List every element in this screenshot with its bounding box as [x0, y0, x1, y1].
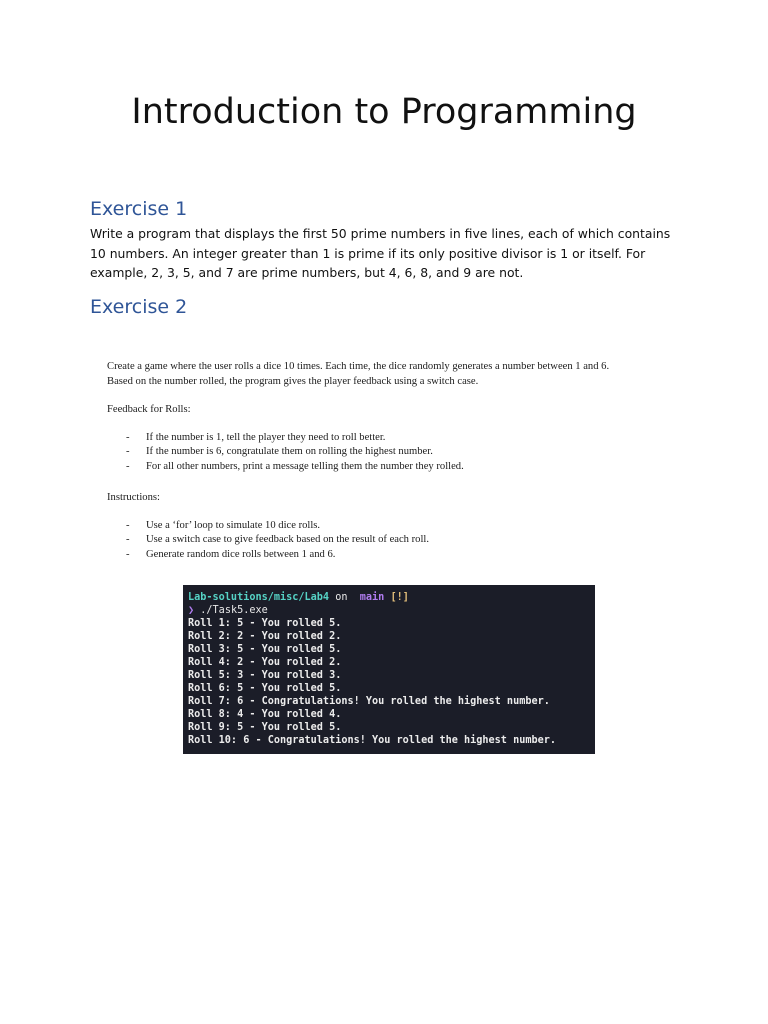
terminal-output-line: Roll 7: 6 - Congratulations! You rolled the highest number.	[188, 696, 550, 707]
list-item	[107, 548, 682, 563]
terminal-screenshot	[183, 585, 595, 754]
exercise-2-embedded-image	[107, 360, 682, 562]
terminal-on-text: on	[335, 592, 348, 603]
terminal-output-line: Roll 10: 6 - Congratulations! You rolled the highest number.	[188, 735, 557, 746]
terminal-output-line: Roll 5: 3 - You rolled 3.	[188, 670, 342, 681]
prompt-arrow-icon: ❯	[188, 605, 195, 616]
instruction-item-text: Use a ‘for’ loop to simulate 10 dice rolls.	[146, 519, 321, 531]
terminal-path: Lab-solutions/misc/Lab4	[188, 592, 330, 603]
bullet-marker: -	[126, 548, 130, 560]
terminal-command: ./Task5.exe	[200, 605, 268, 616]
feedback-item-text: If the number is 6, congratulate them on rolling the highest number.	[146, 446, 433, 457]
terminal-output-line: Roll 6: 5 - You rolled 5.	[188, 683, 342, 694]
bullet-marker: -	[126, 534, 130, 545]
terminal-output-line: Roll 8: 4 - You rolled 4.	[188, 709, 342, 720]
feedback-item-text: If the number is 1, tell the player they need to roll better.	[146, 431, 386, 443]
instructions-heading: Instructions:	[107, 492, 160, 503]
list-item	[107, 431, 682, 446]
terminal-output-line: Roll 4: 2 - You rolled 2.	[188, 657, 342, 668]
instruction-item-text: Generate random dice rolls between 1 and 6.	[146, 548, 336, 560]
exercise-2-intro-line-1: Create a game where the user rolls a dice 10 times. Each time, the dice randomly generates a number between 1 and 6.	[107, 361, 610, 372]
exercise-2-heading: Exercise 2	[90, 296, 188, 318]
list-item	[107, 519, 682, 534]
list-item	[107, 460, 682, 475]
instruction-item-text: Use a switch case to give feedback based on the result of each roll.	[146, 534, 429, 545]
bullet-marker: -	[126, 460, 130, 472]
terminal-output-line: Roll 2: 2 - You rolled 2.	[188, 631, 342, 642]
page-title: Introduction to Programming	[131, 92, 637, 132]
terminal-branch: main	[359, 592, 385, 603]
terminal-output-line: Roll 9: 5 - You rolled 5.	[188, 722, 342, 733]
instructions-list	[107, 519, 682, 563]
feedback-item-text: For all other numbers, print a message telling them the number they rolled.	[146, 460, 464, 472]
bullet-marker: -	[126, 519, 130, 531]
exercise-1-body: Write a program that displays the first 50 prime numbers in five lines, each of which contains 10 numbers. An integer greater than 1 is prime if its only positive divisor is 1 or itself. For example, 2, 3, 5, and 7 are prime numbers, but 4, 6, 8, and 9 are not.	[90, 226, 671, 280]
feedback-heading: Feedback for Rolls:	[107, 404, 191, 415]
list-item	[107, 533, 682, 548]
exercise-1-heading: Exercise 1	[90, 198, 188, 220]
feedback-list	[107, 431, 682, 475]
terminal-output-line: Roll 1: 5 - You rolled 5.	[188, 618, 342, 629]
terminal-output-line: Roll 3: 5 - You rolled 5.	[188, 644, 342, 655]
bullet-marker: -	[126, 446, 130, 457]
terminal-command-line	[188, 604, 595, 617]
bullet-marker: -	[126, 431, 130, 443]
list-item	[107, 445, 682, 460]
terminal-prompt-header	[188, 591, 595, 604]
terminal-git-status: [!]	[390, 592, 409, 603]
exercise-2-intro-line-2: Based on the number rolled, the program gives the player feedback using a switch case.	[107, 375, 479, 387]
